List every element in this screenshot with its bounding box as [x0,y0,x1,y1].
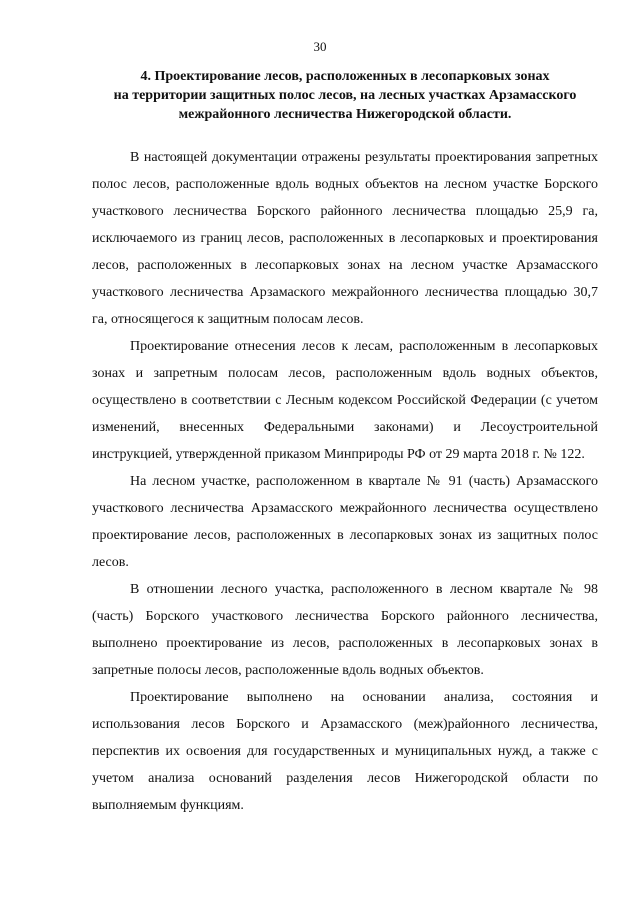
heading-line-1: 4. Проектирование лесов, расположенных в лесопарковых зонах [140,69,550,84]
paragraph-4: В отношении лесного участка, расположенного в лесном квартале № 98 (часть) Борского участкового лесничества Борского районного лесничества, выполнено проектирование из лесов, расположенных в лесопарковых зонах в запретные полосы лесов, расположенные вдоль водных объектов. [92,582,598,678]
paragraph-3: На лесном участке, расположенном в квартале № 91 (часть) Арзамасского участкового лесничества Арзамасского межрайонного лесничества осуществлено проектирование лесов, расположенных в лесопарковых зонах из защитных полос лесов. [92,474,598,570]
paragraph-2: Проектирование отнесения лесов к лесам, расположенным в лесопарковых зонах и запретным полосам лесов, расположенным вдоль водных объектов, осуществлено в соответствии с Лесным кодексом Российской Федерации (с учетом изменений, внесенных Федеральными законами) и Лесоустроительной инструкцией, утвержденной приказом Минприроды РФ от 29 марта 2018 г. № 122. [92,339,598,462]
document-body [92,144,598,819]
page-number: 30 [313,39,327,54]
heading-line-3: межрайонного лесничества Нижегородской области. [178,107,512,122]
section-heading [88,67,602,124]
paragraph-1: В настоящей документации отражены результаты проектирования запретных полос лесов, расположенные вдоль водных объектов на лесном участке Борского участкового лесничества Борского районного лесничества площадью 25,9 га, исключаемого из границ лесов, расположенных в лесопарковых и проектирования лесов, расположенных в лесопарковых зонах на лесном участке Арзамасского участкового лесничества Арзамаского межрайонного лесничества площадью 30,7 га, относящегося к защитным полосам лесов. [92,150,598,327]
heading-line-2: на территории защитных полос лесов, на лесных участках Арзамасского [113,88,577,103]
paragraph-5: Проектирование выполнено на основании анализа, состояния и использования лесов Борского и Арзамасского (меж)районного лесничества, перспектив их освоения для государственных и муниципальных нужд, а также с учетом анализа оснований разделения лесов Нижегородской области по выполняемым функциям. [92,690,598,813]
